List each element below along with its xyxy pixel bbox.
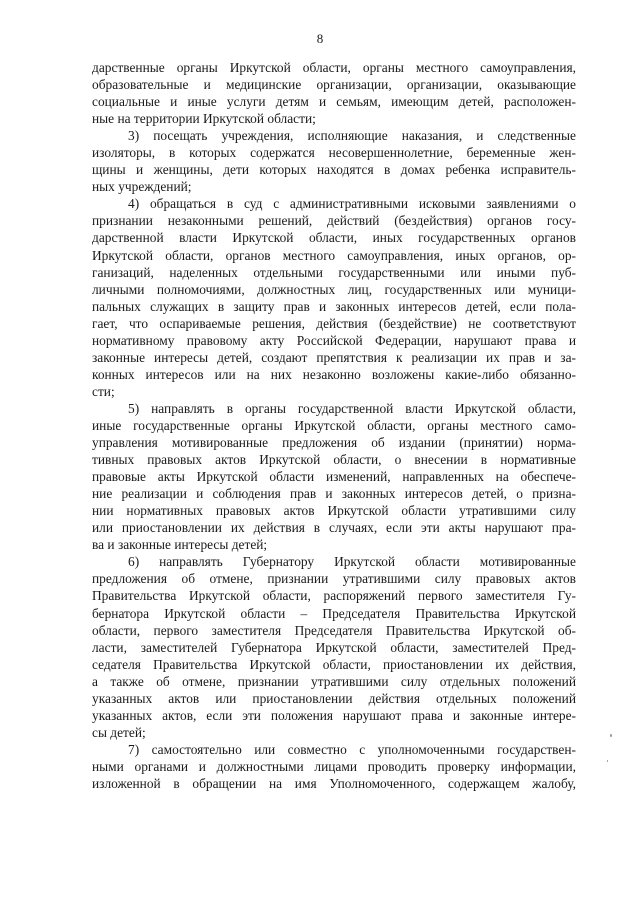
paragraph [92,127,576,195]
text-line: ние реализации и соблюдения прав и законных интересов детей, о призна- [92,486,576,502]
text-line: Иркутской области, органов местного самоуправления, иных органов, ор- [92,247,576,263]
document-body [92,59,576,792]
paragraph [92,553,576,741]
text-line: конных интересов или на них незаконно возложены какие-либо обязанно- [92,366,576,382]
text-line: 6) направлять Губернатору Иркутской области мотивированные [128,554,576,570]
text-line: предложения об отмене, признании утратившими силу правовых актов [92,571,576,587]
paragraph [92,741,576,792]
text-line: личными полномочиями, должностных лиц, государственных или муници- [92,281,576,297]
text-line: нормативному правовому акту Российской Федерации, нарушают права и [92,332,576,348]
text-line: образовательные и медицинские организации, организации, оказывающие [92,77,576,93]
text-line: ганизаций, наделенных отдельными государственными или иными пуб- [92,264,576,280]
text-line: Правительства Иркутской области, распоряжений первого заместителя Гу- [92,588,576,604]
text-line: щины и женщины, дети которых находятся в домах ребенка исправитель- [92,162,576,178]
text-line: а также об отмене, признании утратившими силу отдельных положений [92,673,576,689]
text-line: тивных правовых актов Иркутской области, о внесении в нормативные [92,452,576,468]
text-line: 5) направлять в органы государственной власти Иркутской области, [128,400,576,416]
text-line: ные на территории Иркутской области; [92,111,316,127]
text-line: области, первого заместителя Председателя Правительства Иркутской об- [92,622,576,638]
text-line: сти; [92,383,115,399]
page-number: 8 [316,31,324,46]
text-line: 3) посещать учреждения, исполняющие наказания, и следственные [128,128,576,144]
text-line: законные интересы детей, создают препятствия к реализации их прав и за- [92,349,576,365]
text-line: бернатора Иркутской области – Председателя Правительства Иркутской [92,605,576,621]
text-line: дарственные органы Иркутской области, органы местного самоуправления, [92,60,576,75]
text-line: гает, что оспариваемые решения, действия (бездействие) не соответствуют [92,315,576,331]
text-line: ва и законные интересы детей; [92,537,268,553]
scan-speck [610,734,612,737]
text-line: указанных актов или приостановлении действия отдельных положений [92,690,576,706]
text-line: управления мотивированные предложения об издании (принятии) норма- [92,435,576,451]
text-line: сы детей; [92,724,146,740]
text-line: изложенной в обращении на имя Уполномоченного, содержащем жалобу, [92,775,576,791]
paragraph [92,400,576,553]
text-line: 7) самостоятельно или совместно с уполномоченными государствен- [128,741,576,757]
text-line: седателя Правительства Иркутской области, приостановлении их действия, [92,656,576,672]
text-line: ными органами и должностными лицами проводить проверку информации, [92,758,576,774]
text-line: пальных служащих в защиту прав и законных интересов детей, если пола- [92,298,576,314]
text-line: или приостановлении их действия в случаях, если эти акты нарушают пра- [92,520,576,536]
text-line: ласти, заместителей Губернатора Иркутской области, заместителей Пред- [92,639,576,655]
text-line: ных учреждений; [92,179,192,195]
scan-speck [607,760,608,762]
text-line: дарственной власти Иркутской области, иных государственных органов [92,230,576,246]
text-line: социальные и иные услуги детям и семьям, имеющим детей, расположен- [92,94,576,110]
paragraph [92,59,576,127]
text-line: признании незаконными решений, действий (бездействия) органов госу- [92,213,576,229]
text-line: нии нормативных правовых актов Иркутской области утратившими силу [92,503,576,519]
text-line: 4) обращаться в суд с административными исковыми заявлениями о [128,196,576,212]
text-line: указанных актов, если эти положения нарушают права и законные интере- [92,707,576,723]
text-line: правовые акты Иркутской области изменений, направленных на обеспече- [92,469,576,485]
text-line: изоляторы, в которых содержатся несовершеннолетние, беременные жен- [92,145,576,161]
paragraph [92,195,576,400]
text-line: иные государственные органы Иркутской области, органы местного само- [92,417,576,433]
